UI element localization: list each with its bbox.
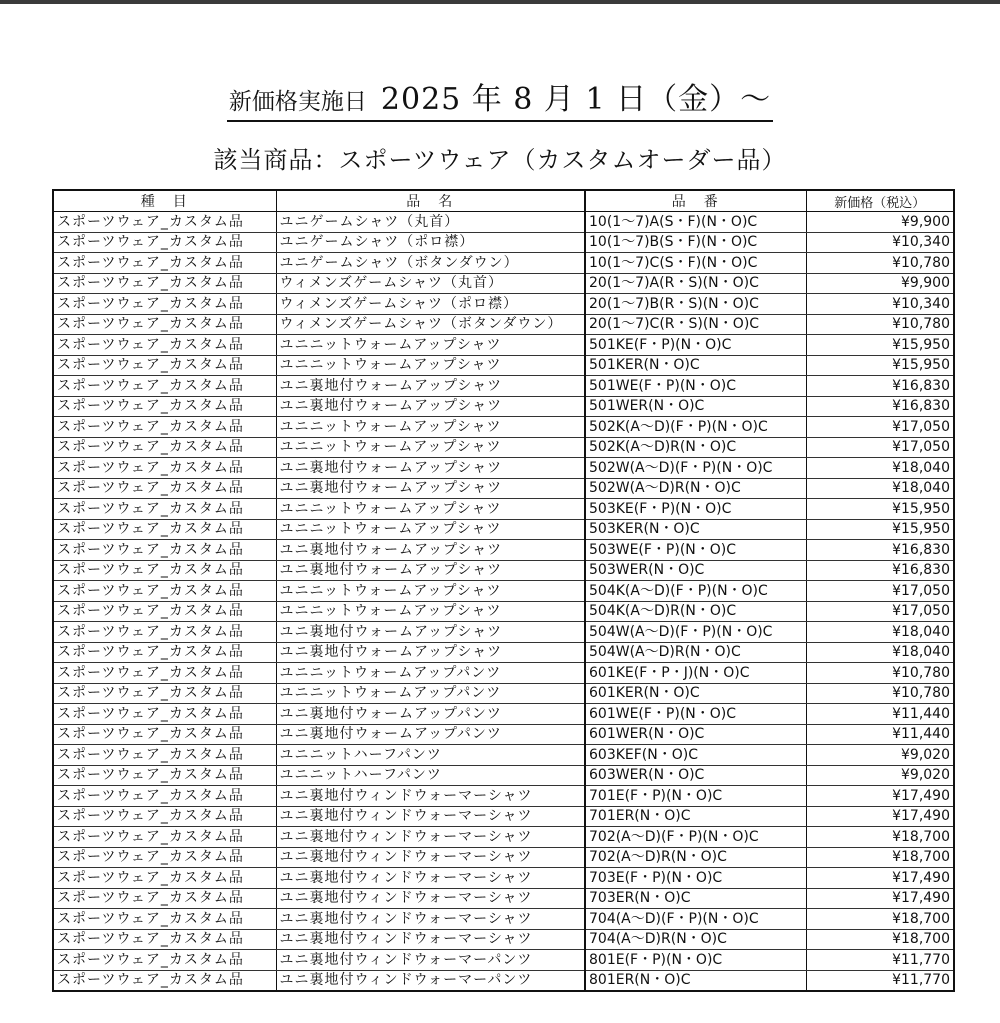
title-date: 2025 年 8 月 1 日（金）～ xyxy=(380,82,772,117)
cell-product-code: 502K(A～D)R(N・O)C xyxy=(585,437,806,458)
cell-category: スポーツウェア_カスタム品 xyxy=(53,745,276,766)
cell-category: スポーツウェア_カスタム品 xyxy=(53,642,276,663)
cell-product-name: ユニ裏地付ウィンドウォーマーシャツ xyxy=(276,827,585,848)
cell-product-code: 501WE(F・P)(N・O)C xyxy=(585,376,806,397)
cell-product-name: ユニニットウォームアップシャツ xyxy=(276,519,585,540)
cell-price: ¥11,440 xyxy=(806,724,954,745)
cell-price: ¥9,900 xyxy=(806,212,954,233)
cell-product-name: ユニニットウォームアップシャツ xyxy=(276,355,585,376)
cell-product-name: ユニ裏地付ウォームアップシャツ xyxy=(276,478,585,499)
cell-price: ¥9,020 xyxy=(806,765,954,786)
cell-price: ¥16,830 xyxy=(806,560,954,581)
table-row xyxy=(53,950,954,971)
cell-category: スポーツウェア_カスタム品 xyxy=(53,560,276,581)
table-row xyxy=(53,335,954,356)
header-new-price: 新価格（税込） xyxy=(806,190,954,212)
cell-product-code: 20(1～7)C(R・S)(N・O)C xyxy=(585,314,806,335)
cell-price: ¥17,050 xyxy=(806,581,954,602)
cell-category: スポーツウェア_カスタム品 xyxy=(53,478,276,499)
table-row xyxy=(53,478,954,499)
table-row xyxy=(53,294,954,315)
cell-price: ¥10,780 xyxy=(806,253,954,274)
table-row xyxy=(53,909,954,930)
table-row xyxy=(53,622,954,643)
cell-product-name: ユニ裏地付ウォームアップシャツ xyxy=(276,622,585,643)
table-row xyxy=(53,273,954,294)
cell-category: スポーツウェア_カスタム品 xyxy=(53,827,276,848)
header-product-name: 品 名 xyxy=(276,190,585,212)
cell-product-code: 502K(A～D)(F・P)(N・O)C xyxy=(585,417,806,438)
cell-product-name: ウィメンズゲームシャツ（ポロ襟） xyxy=(276,294,585,315)
cell-category: スポーツウェア_カスタム品 xyxy=(53,868,276,889)
cell-product-code: 704(A～D)R(N・O)C xyxy=(585,929,806,950)
cell-category: スポーツウェア_カスタム品 xyxy=(53,376,276,397)
cell-category: スポーツウェア_カスタム品 xyxy=(53,765,276,786)
cell-product-name: ユニ裏地付ウィンドウォーマーシャツ xyxy=(276,806,585,827)
cell-price: ¥11,770 xyxy=(806,970,954,991)
cell-price: ¥18,700 xyxy=(806,827,954,848)
cell-category: スポーツウェア_カスタム品 xyxy=(53,212,276,233)
cell-price: ¥18,700 xyxy=(806,929,954,950)
cell-product-name: ユニニットハーフパンツ xyxy=(276,745,585,766)
cell-product-name: ユニ裏地付ウォームアップシャツ xyxy=(276,560,585,581)
cell-product-name: ユニ裏地付ウォームアップシャツ xyxy=(276,376,585,397)
cell-category: スポーツウェア_カスタム品 xyxy=(53,355,276,376)
cell-product-code: 601WER(N・O)C xyxy=(585,724,806,745)
cell-price: ¥18,040 xyxy=(806,478,954,499)
table-row xyxy=(53,396,954,417)
cell-category: スポーツウェア_カスタム品 xyxy=(53,540,276,561)
cell-price: ¥17,490 xyxy=(806,786,954,807)
cell-product-name: ユニ裏地付ウィンドウォーマーシャツ xyxy=(276,847,585,868)
cell-product-name: ユニ裏地付ウィンドウォーマーシャツ xyxy=(276,786,585,807)
cell-category: スポーツウェア_カスタム品 xyxy=(53,929,276,950)
cell-product-name: ユニニットウォームアップシャツ xyxy=(276,437,585,458)
cell-product-code: 601KER(N・O)C xyxy=(585,683,806,704)
table-row xyxy=(53,683,954,704)
cell-price: ¥18,040 xyxy=(806,458,954,479)
table-row xyxy=(53,540,954,561)
cell-price: ¥15,950 xyxy=(806,519,954,540)
cell-product-code: 10(1～7)A(S・F)(N・O)C xyxy=(585,212,806,233)
cell-product-code: 701ER(N・O)C xyxy=(585,806,806,827)
cell-product-name: ユニニットウォームアップパンツ xyxy=(276,663,585,684)
table-row xyxy=(53,663,954,684)
cell-product-code: 20(1～7)A(R・S)(N・O)C xyxy=(585,273,806,294)
cell-product-code: 501KE(F・P)(N・O)C xyxy=(585,335,806,356)
cell-category: スポーツウェア_カスタム品 xyxy=(53,335,276,356)
cell-product-name: ユニニットウォームアップシャツ xyxy=(276,335,585,356)
cell-product-code: 503WE(F・P)(N・O)C xyxy=(585,540,806,561)
cell-price: ¥18,700 xyxy=(806,847,954,868)
cell-product-name: ユニ裏地付ウィンドウォーマーシャツ xyxy=(276,868,585,889)
table-row xyxy=(53,888,954,909)
cell-category: スポーツウェア_カスタム品 xyxy=(53,970,276,991)
cell-product-name: ユニ裏地付ウィンドウォーマーシャツ xyxy=(276,888,585,909)
cell-category: スポーツウェア_カスタム品 xyxy=(53,396,276,417)
price-table xyxy=(52,189,955,992)
table-row xyxy=(53,970,954,991)
cell-product-name: ユニニットハーフパンツ xyxy=(276,765,585,786)
table-row xyxy=(53,253,954,274)
cell-product-name: ユニゲームシャツ（丸首） xyxy=(276,212,585,233)
cell-category: スポーツウェア_カスタム品 xyxy=(53,581,276,602)
cell-product-name: ユニ裏地付ウォームアップパンツ xyxy=(276,704,585,725)
cell-price: ¥10,340 xyxy=(806,232,954,253)
cell-product-name: ユニ裏地付ウォームアップシャツ xyxy=(276,396,585,417)
cell-price: ¥16,830 xyxy=(806,540,954,561)
cell-product-code: 20(1～7)B(R・S)(N・O)C xyxy=(585,294,806,315)
cell-product-code: 601WE(F・P)(N・O)C xyxy=(585,704,806,725)
cell-category: スポーツウェア_カスタム品 xyxy=(53,888,276,909)
cell-product-code: 701E(F・P)(N・O)C xyxy=(585,786,806,807)
cell-product-name: ユニゲームシャツ（ボタンダウン） xyxy=(276,253,585,274)
cell-price: ¥9,020 xyxy=(806,745,954,766)
table-row xyxy=(53,765,954,786)
cell-price: ¥17,050 xyxy=(806,437,954,458)
cell-product-name: ユニ裏地付ウォームアップシャツ xyxy=(276,458,585,479)
cell-product-code: 702(A～D)R(N・O)C xyxy=(585,847,806,868)
cell-product-code: 504K(A～D)(F・P)(N・O)C xyxy=(585,581,806,602)
cell-product-name: ユニ裏地付ウィンドウォーマーパンツ xyxy=(276,970,585,991)
table-row xyxy=(53,212,954,233)
cell-price: ¥15,950 xyxy=(806,499,954,520)
header-product-code: 品 番 xyxy=(585,190,806,212)
table-row xyxy=(53,724,954,745)
table-row xyxy=(53,786,954,807)
viewer-top-border xyxy=(0,0,1000,4)
cell-category: スポーツウェア_カスタム品 xyxy=(53,519,276,540)
cell-category: スポーツウェア_カスタム品 xyxy=(53,622,276,643)
cell-category: スポーツウェア_カスタム品 xyxy=(53,314,276,335)
cell-category: スポーツウェア_カスタム品 xyxy=(53,663,276,684)
cell-product-code: 502W(A～D)R(N・O)C xyxy=(585,478,806,499)
cell-category: スポーツウェア_カスタム品 xyxy=(53,786,276,807)
cell-category: スポーツウェア_カスタム品 xyxy=(53,437,276,458)
table-row xyxy=(53,806,954,827)
cell-product-code: 10(1～7)B(S・F)(N・O)C xyxy=(585,232,806,253)
cell-category: スポーツウェア_カスタム品 xyxy=(53,601,276,622)
title-label: 新価格実施日 xyxy=(228,89,367,115)
header-category: 種 目 xyxy=(53,190,276,212)
document-title xyxy=(0,74,1000,122)
cell-product-code: 703ER(N・O)C xyxy=(585,888,806,909)
cell-category: スポーツウェア_カスタム品 xyxy=(53,273,276,294)
cell-product-code: 801E(F・P)(N・O)C xyxy=(585,950,806,971)
table-row xyxy=(53,929,954,950)
cell-product-code: 603KEF(N・O)C xyxy=(585,745,806,766)
cell-product-name: ウィメンズゲームシャツ（ボタンダウン） xyxy=(276,314,585,335)
cell-product-name: ユニゲームシャツ（ポロ襟） xyxy=(276,232,585,253)
cell-price: ¥10,340 xyxy=(806,294,954,315)
cell-category: スポーツウェア_カスタム品 xyxy=(53,704,276,725)
cell-price: ¥18,700 xyxy=(806,909,954,930)
cell-product-name: ユニ裏地付ウォームアップシャツ xyxy=(276,540,585,561)
cell-product-name: ユニ裏地付ウォームアップパンツ xyxy=(276,724,585,745)
cell-category: スポーツウェア_カスタム品 xyxy=(53,253,276,274)
table-header-row xyxy=(53,190,954,212)
table-row xyxy=(53,827,954,848)
table-row xyxy=(53,519,954,540)
table-row xyxy=(53,868,954,889)
table-row xyxy=(53,232,954,253)
table-row xyxy=(53,314,954,335)
cell-price: ¥11,770 xyxy=(806,950,954,971)
table-row xyxy=(53,601,954,622)
title-underline-block xyxy=(227,74,773,122)
cell-category: スポーツウェア_カスタム品 xyxy=(53,950,276,971)
cell-price: ¥9,900 xyxy=(806,273,954,294)
cell-product-name: ウィメンズゲームシャツ（丸首） xyxy=(276,273,585,294)
cell-product-code: 501KER(N・O)C xyxy=(585,355,806,376)
cell-category: スポーツウェア_カスタム品 xyxy=(53,499,276,520)
cell-category: スポーツウェア_カスタム品 xyxy=(53,847,276,868)
table-body xyxy=(53,212,954,992)
cell-product-code: 503KE(F・P)(N・O)C xyxy=(585,499,806,520)
cell-product-name: ユニニットウォームアップシャツ xyxy=(276,601,585,622)
table-row xyxy=(53,499,954,520)
table-row xyxy=(53,376,954,397)
cell-product-code: 704(A～D)(F・P)(N・O)C xyxy=(585,909,806,930)
cell-product-code: 502W(A～D)(F・P)(N・O)C xyxy=(585,458,806,479)
cell-product-name: ユニ裏地付ウィンドウォーマーシャツ xyxy=(276,909,585,930)
cell-price: ¥18,040 xyxy=(806,642,954,663)
cell-price: ¥15,950 xyxy=(806,335,954,356)
table-row xyxy=(53,847,954,868)
cell-price: ¥16,830 xyxy=(806,376,954,397)
cell-category: スポーツウェア_カスタム品 xyxy=(53,458,276,479)
table-row xyxy=(53,704,954,725)
table-row xyxy=(53,437,954,458)
cell-price: ¥11,440 xyxy=(806,704,954,725)
cell-product-code: 504W(A～D)R(N・O)C xyxy=(585,642,806,663)
cell-category: スポーツウェア_カスタム品 xyxy=(53,683,276,704)
table-row xyxy=(53,560,954,581)
cell-product-name: ユニ裏地付ウィンドウォーマーシャツ xyxy=(276,929,585,950)
cell-product-code: 603WER(N・O)C xyxy=(585,765,806,786)
cell-product-code: 504K(A～D)R(N・O)C xyxy=(585,601,806,622)
cell-product-name: ユニニットウォームアップパンツ xyxy=(276,683,585,704)
cell-price: ¥10,780 xyxy=(806,683,954,704)
cell-product-name: ユニニットウォームアップシャツ xyxy=(276,417,585,438)
cell-product-code: 501WER(N・O)C xyxy=(585,396,806,417)
cell-price: ¥17,490 xyxy=(806,888,954,909)
cell-price: ¥10,780 xyxy=(806,314,954,335)
cell-price: ¥18,040 xyxy=(806,622,954,643)
cell-product-name: ユニ裏地付ウィンドウォーマーパンツ xyxy=(276,950,585,971)
cell-product-name: ユニ裏地付ウォームアップシャツ xyxy=(276,642,585,663)
cell-category: スポーツウェア_カスタム品 xyxy=(53,806,276,827)
cell-price: ¥17,490 xyxy=(806,806,954,827)
cell-product-code: 503KER(N・O)C xyxy=(585,519,806,540)
table-row xyxy=(53,417,954,438)
cell-price: ¥10,780 xyxy=(806,663,954,684)
cell-product-name: ユニニットウォームアップシャツ xyxy=(276,499,585,520)
cell-category: スポーツウェア_カスタム品 xyxy=(53,417,276,438)
cell-product-name: ユニニットウォームアップシャツ xyxy=(276,581,585,602)
cell-category: スポーツウェア_カスタム品 xyxy=(53,909,276,930)
cell-product-code: 702(A～D)(F・P)(N・O)C xyxy=(585,827,806,848)
cell-category: スポーツウェア_カスタム品 xyxy=(53,294,276,315)
cell-price: ¥16,830 xyxy=(806,396,954,417)
table-row xyxy=(53,642,954,663)
cell-product-code: 601KE(F・P・J)(N・O)C xyxy=(585,663,806,684)
cell-price: ¥17,050 xyxy=(806,417,954,438)
cell-product-code: 703E(F・P)(N・O)C xyxy=(585,868,806,889)
document-subtitle: 該当商品：スポーツウェア（カスタムオーダー品） xyxy=(213,146,787,174)
cell-product-code: 504W(A～D)(F・P)(N・O)C xyxy=(585,622,806,643)
cell-product-code: 801ER(N・O)C xyxy=(585,970,806,991)
table-row xyxy=(53,355,954,376)
cell-product-code: 10(1～7)C(S・F)(N・O)C xyxy=(585,253,806,274)
table-row xyxy=(53,745,954,766)
cell-product-code: 503WER(N・O)C xyxy=(585,560,806,581)
cell-price: ¥17,490 xyxy=(806,868,954,889)
cell-price: ¥17,050 xyxy=(806,601,954,622)
cell-category: スポーツウェア_カスタム品 xyxy=(53,724,276,745)
cell-price: ¥15,950 xyxy=(806,355,954,376)
table-row xyxy=(53,458,954,479)
table-row xyxy=(53,581,954,602)
cell-category: スポーツウェア_カスタム品 xyxy=(53,232,276,253)
